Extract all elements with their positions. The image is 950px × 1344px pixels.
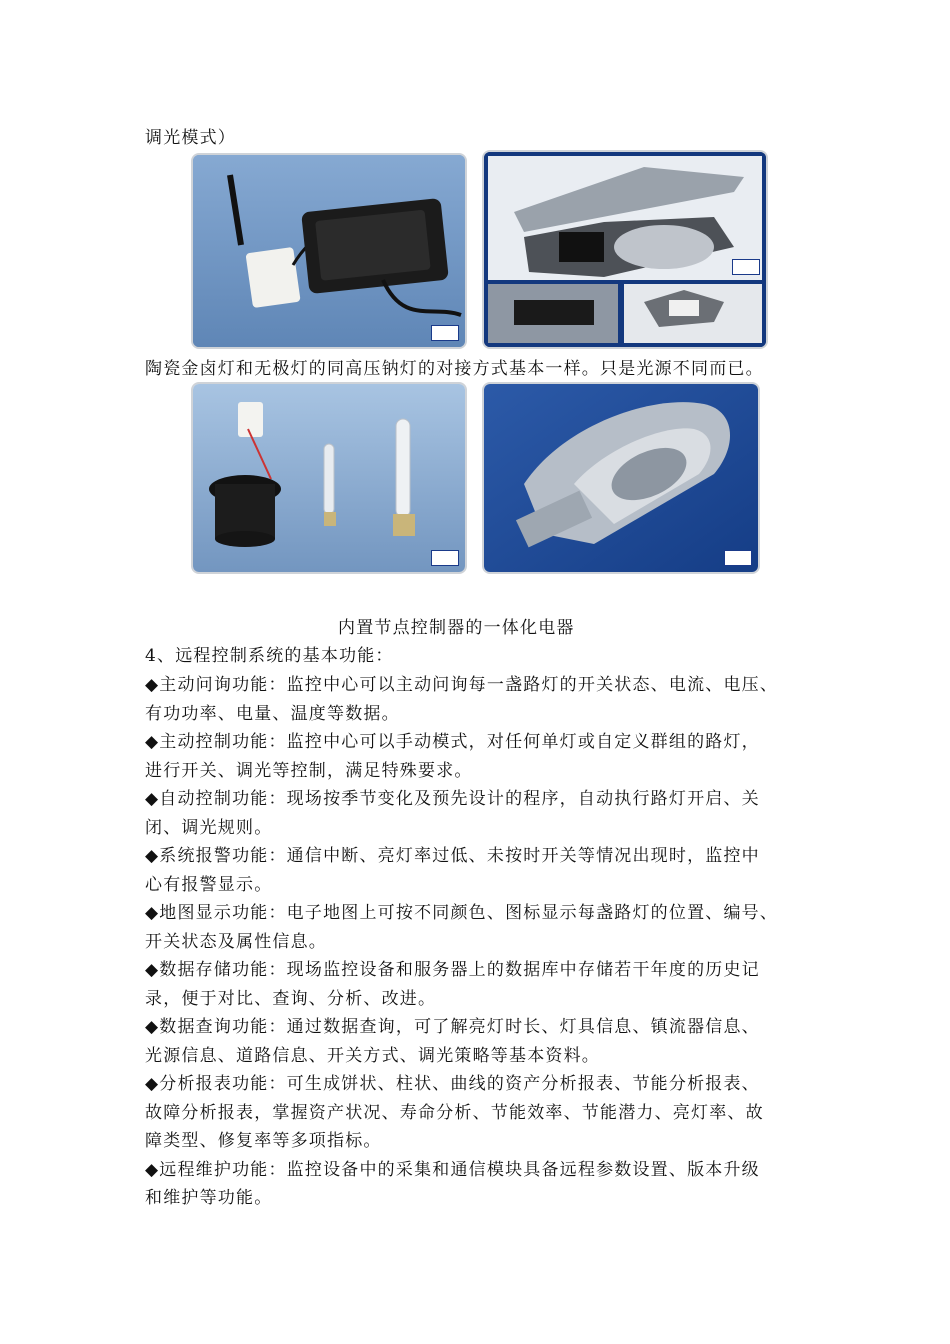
list-line: 故障分析报表，掌握资产状况、寿命分析、节能效率、节能潜力、亮灯率、故 bbox=[145, 1103, 764, 1123]
brand-logo-icon bbox=[431, 325, 459, 341]
list-line: 和维护等功能。 bbox=[145, 1188, 273, 1208]
intro-line: 调光模式） bbox=[145, 128, 236, 148]
list-line: 有功功率、电量、温度等数据。 bbox=[145, 704, 400, 724]
list-line: 录，便于对比、查询、分析、改进。 bbox=[145, 989, 437, 1009]
list-line: ◆远程维护功能：监控设备中的采集和通信模块具备远程参数设置、版本升级 bbox=[145, 1160, 760, 1180]
photo-node-controller bbox=[193, 155, 465, 347]
list-line: ◆数据查询功能：通过数据查询，可了解亮灯时长、灯具信息、镇流器信息、 bbox=[145, 1017, 760, 1037]
figure-caption: 内置节点控制器的一体化电器 bbox=[338, 618, 575, 638]
list-line: ◆数据存储功能：现场监控设备和服务器上的数据库中存储若干年度的历史记 bbox=[145, 960, 760, 980]
list-line: 进行开关、调光等控制，满足特殊要求。 bbox=[145, 761, 473, 781]
list-line: 障类型、修复率等多项指标。 bbox=[145, 1131, 382, 1151]
ceramic-line: 陶瓷金卤灯和无极灯的同高压钠灯的对接方式基本一样。只是光源不同而已。 bbox=[145, 359, 764, 379]
list-line: ◆地图显示功能：电子地图上可按不同颜色、图标显示每盏路灯的位置、编号、 bbox=[145, 903, 779, 923]
list-line: ◆主动控制功能：监控中心可以手动模式，对任何单灯或自定义群组的路灯， bbox=[145, 732, 760, 752]
brand-logo-icon bbox=[732, 259, 760, 275]
section-heading: 4、远程控制系统的基本功能： bbox=[145, 646, 394, 666]
list-line: 开关状态及属性信息。 bbox=[145, 932, 327, 952]
list-line: 心有报警显示。 bbox=[145, 875, 273, 895]
list-line: 光源信息、道路信息、开关方式、调光策略等基本资料。 bbox=[145, 1046, 600, 1066]
list-line: ◆分析报表功能：可生成饼状、柱状、曲线的资产分析报表、节能分析报表、 bbox=[145, 1074, 760, 1094]
list-line: ◆主动问询功能：监控中心可以主动问询每一盏路灯的开关状态、电流、电压、 bbox=[145, 675, 779, 695]
list-line: ◆系统报警功能：通信中断、亮灯率过低、未按时开关等情况出现时，监控中 bbox=[145, 846, 760, 866]
list-line: ◆自动控制功能：现场按季节变化及预先设计的程序，自动执行路灯开启、关 bbox=[145, 789, 760, 809]
photo-lamp-bulbs bbox=[193, 384, 465, 572]
brand-logo-icon bbox=[724, 550, 752, 566]
photo-integrated-lamp bbox=[484, 384, 758, 572]
photo-lamp-composite bbox=[484, 152, 766, 347]
brand-logo-icon bbox=[431, 550, 459, 566]
list-line: 闭、调光规则。 bbox=[145, 818, 273, 838]
